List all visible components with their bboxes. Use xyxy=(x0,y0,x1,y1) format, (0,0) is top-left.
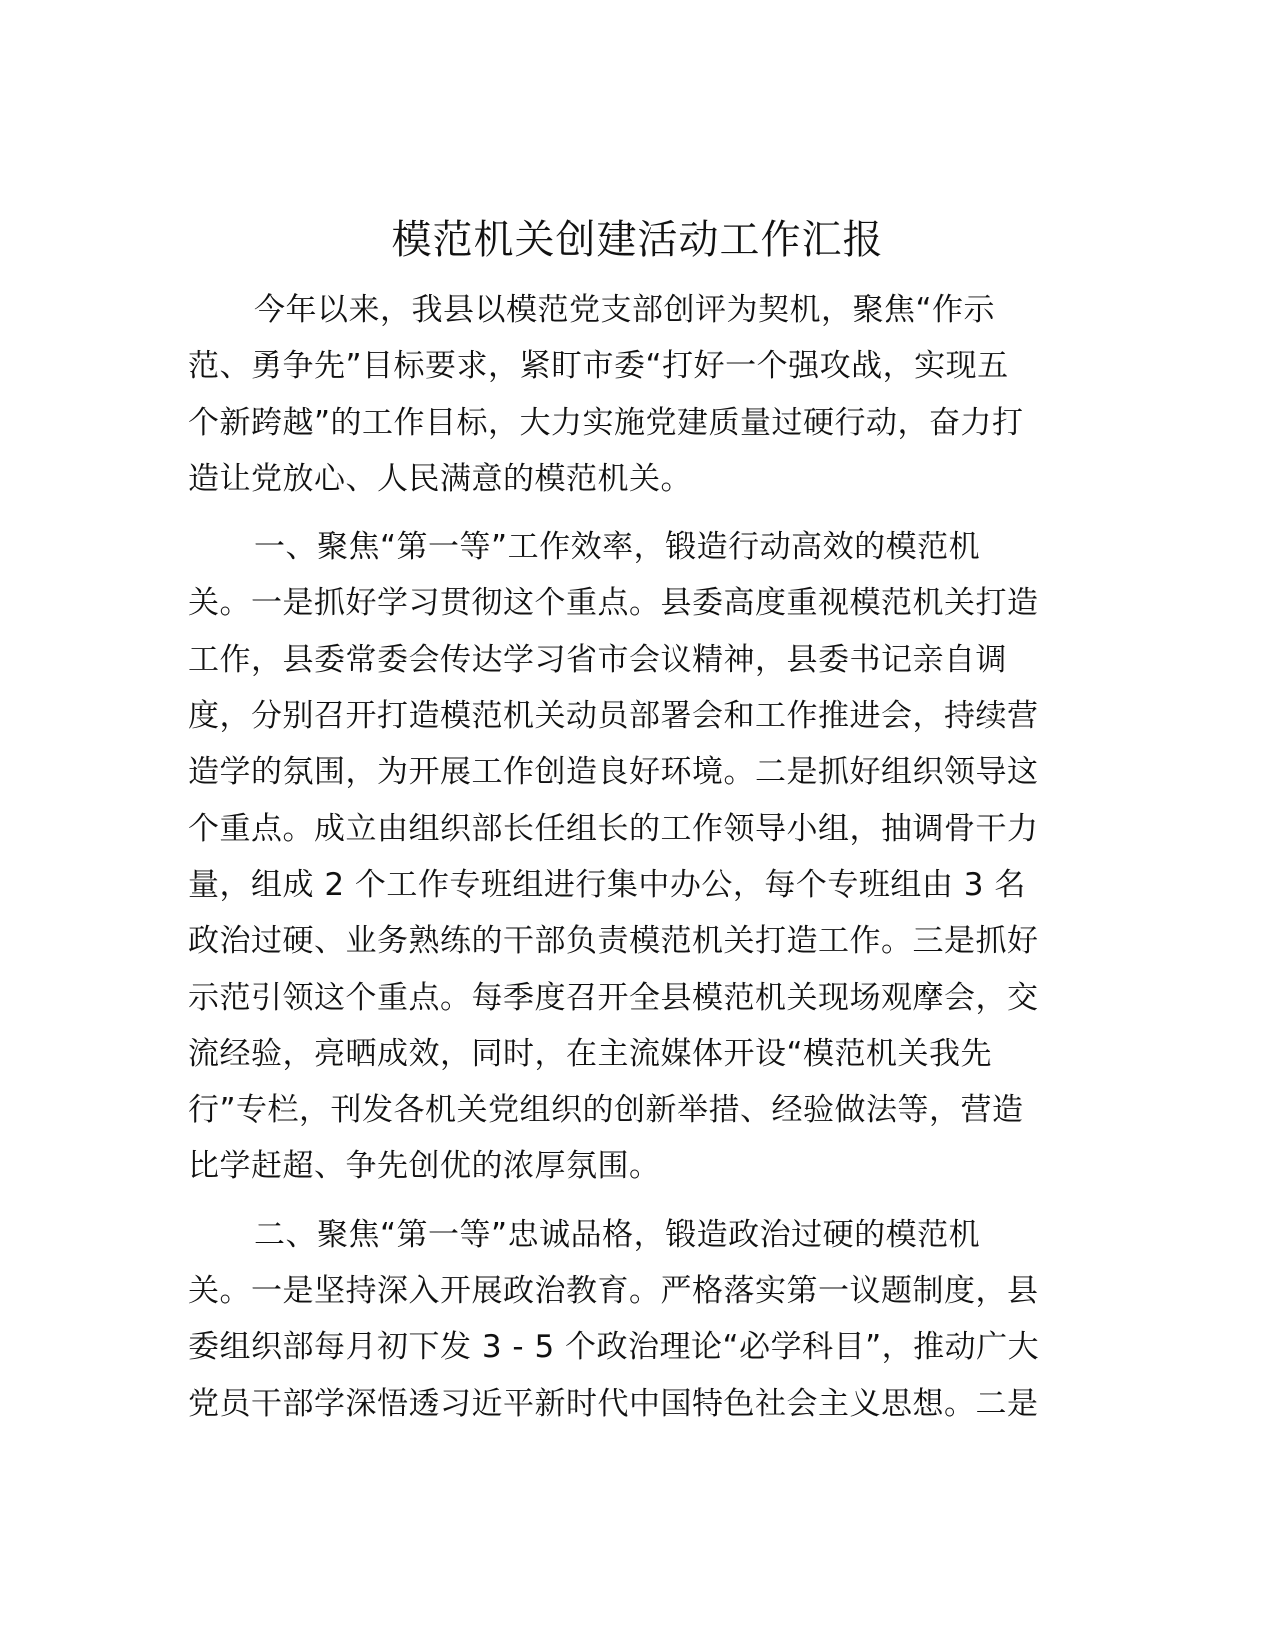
paragraph-spacer xyxy=(188,1195,1088,1207)
paragraph-line: 工作，县委常委会传达学习省市会议精神，县委书记亲自调 xyxy=(188,641,1007,678)
section-heading-line: 二、聚焦“第一等”忠诚品格，锻造政治过硬的模范机 xyxy=(254,1216,981,1253)
paragraph-spacer xyxy=(188,507,1088,519)
paragraph-line: 个重点。成立由组织部长任组长的工作领导小组，抽调骨干力 xyxy=(188,810,1039,847)
paragraph-section-2 xyxy=(188,1207,1088,1432)
paragraph-line: 范、勇争先”目标要求，紧盯市委“打好一个强攻战，实现五 xyxy=(188,348,1009,385)
paragraph-line: 量，组成 2 个工作专班组进行集中办公，每个专班组由 3 名 xyxy=(188,866,1026,903)
paragraph-line: 行”专栏，刊发各机关党组织的创新举措、经验做法等，营造 xyxy=(188,1092,1024,1129)
paragraph-line: 个新跨越”的工作目标，大力实施党建质量过硬行动，奋力打 xyxy=(188,404,1024,441)
paragraph-line: 造学的氛围，为开展工作创造良好环境。二是抓好组织领导这 xyxy=(188,754,1039,791)
paragraph-line: 度，分别召开打造模范机关动员部署会和工作推进会，持续营 xyxy=(188,698,1039,735)
paragraph-line: 关。一是坚持深入开展政治教育。严格落实第一议题制度，县 xyxy=(188,1273,1039,1310)
paragraph-line: 示范引领这个重点。每季度召开全县模范机关现场观摩会，交 xyxy=(188,979,1039,1016)
paragraph-line: 比学赶超、争先创优的浓厚氛围。 xyxy=(188,1148,661,1185)
paragraph-intro xyxy=(188,282,1088,507)
paragraph-line: 党员干部学深悟透习近平新时代中国特色社会主义思想。二是 xyxy=(188,1385,1039,1422)
paragraph-section-1 xyxy=(188,519,1088,1195)
paragraph-line: 政治过硬、业务熟练的干部负责模范机关打造工作。三是抓好 xyxy=(188,923,1039,960)
paragraph-line: 造让党放心、人民满意的模范机关。 xyxy=(188,460,692,497)
section-heading-line: 一、聚焦“第一等”工作效率，锻造行动高效的模范机 xyxy=(254,529,981,566)
paragraph-line: 关。一是抓好学习贯彻这个重点。县委高度重视模范机关打造 xyxy=(188,585,1039,622)
document-title: 模范机关创建活动工作汇报 xyxy=(391,217,884,263)
paragraph-line: 流经验，亮晒成效，同时，在主流媒体开设“模范机关我先 xyxy=(188,1035,993,1072)
document-body xyxy=(188,282,1088,1432)
paragraph-line: 委组织部每月初下发 3 - 5 个政治理论“必学科目”，推动广大 xyxy=(188,1329,1040,1366)
paragraph-line: 今年以来，我县以模范党支部创评为契机，聚焦“作示 xyxy=(254,292,996,328)
